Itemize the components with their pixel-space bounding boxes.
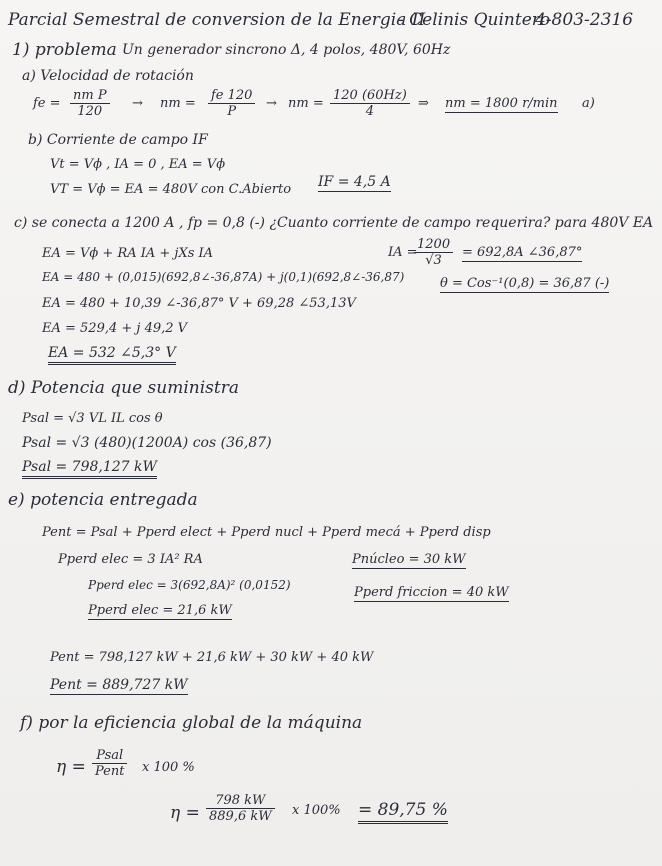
part-b-label: b) Corriente de campo IF — [28, 132, 208, 148]
nm-denominator: P — [227, 104, 237, 119]
p-friccion-value: Pperd friccion = 40 kW — [354, 585, 509, 600]
ia-fraction — [414, 237, 453, 268]
p-elec-result — [88, 603, 232, 619]
nm-fraction — [208, 88, 255, 119]
part-a-tag: a) — [582, 96, 595, 111]
field-current-result — [318, 174, 391, 190]
eta-numerator: Psal — [92, 748, 127, 764]
part-c-line1: EA = Vϕ + RA IA + jXs IA — [42, 246, 214, 261]
theta-line — [440, 276, 609, 292]
eta-lhs: η = — [56, 757, 86, 777]
psal-result — [22, 459, 157, 475]
part-e-line4: Pent = 798,127 kW + 21,6 kW + 30 kW + 40 kW — [50, 650, 374, 665]
fe-numerator: nm P — [70, 88, 110, 104]
nm-numerator: fe 120 — [208, 88, 255, 104]
student-id: 4-803-2316 — [535, 10, 634, 30]
p-nucleo — [352, 552, 466, 568]
eta-denominator: Pent — [95, 764, 125, 779]
theta-value: θ = Cos⁻¹(0,8) = 36,87 (-) — [440, 276, 610, 291]
p-elec-result-value: Pperd elec = 21,6 kW — [88, 603, 232, 618]
ia-denominator: √3 — [425, 253, 442, 268]
part-b-line1: Vt = Vϕ , IA = 0 , EA = Vϕ — [50, 157, 226, 172]
eta2-lhs: η = — [170, 803, 200, 823]
fe-lhs: fe = — [33, 96, 61, 111]
efficiency-result — [358, 800, 448, 820]
eta-fraction — [92, 748, 127, 779]
p-friccion — [354, 585, 509, 601]
part-f-label: f) por la eficiencia global de la máquina — [20, 713, 363, 733]
ea-result-value: EA = 532 ∠5,3° V — [48, 345, 176, 365]
nm-lhs: nm = — [160, 96, 196, 111]
part-d-line2: Psal = √3 (480)(1200A) cos (36,87) — [22, 435, 272, 451]
author-name: - Celinis Quintero — [398, 10, 551, 30]
fe-fraction — [70, 88, 110, 119]
psal-result-value: Psal = 798,127 kW — [22, 459, 157, 479]
problem-heading: 1) problema — [12, 40, 117, 60]
part-e-line2: Pperd elec = 3 IA² RA — [58, 552, 203, 567]
eta-tail: x 100 % — [142, 760, 195, 775]
p-nucleo-value: Pnúcleo = 30 kW — [352, 552, 466, 567]
part-c-line3: EA = 480 + 10,39 ∠-36,87° V + 69,28 ∠53,13V — [42, 296, 356, 311]
nm2-fraction — [330, 88, 410, 119]
problem-statement: Un generador sincrono Δ, 4 polos, 480V, 60Hz — [122, 42, 451, 58]
arrow-1: → — [132, 96, 143, 111]
speed-result-value: nm = 1800 r/min — [445, 96, 558, 111]
eta2-denominator: 889,6 kW — [209, 809, 272, 824]
ia-result-value: = 692,8A ∠36,87° — [462, 245, 583, 260]
part-c-line4: EA = 529,4 + j 49,2 V — [42, 321, 188, 336]
part-e-line3: Pperd elec = 3(692,8A)² (0,0152) — [88, 578, 291, 592]
eta2-tail: x 100% — [292, 803, 341, 818]
part-d-label: d) Potencia que suministra — [8, 378, 239, 398]
part-e-label: e) potencia entregada — [8, 490, 198, 510]
ia-lhs: IA = — [388, 245, 418, 260]
arrow-3: ⇒ — [418, 96, 429, 111]
nm2-denominator: 4 — [365, 104, 375, 119]
exam-title: Parcial Semestral de conversion de la Energia II — [8, 10, 426, 30]
part-b-line2: VT = Vϕ = EA = 480V con C.Abierto — [50, 182, 292, 197]
ea-result — [48, 345, 176, 361]
ia-result — [462, 245, 582, 261]
part-c-line2: EA = 480 + (0,015)(692,8∠-36,87A) + j(0,1)(692,8∠-36,87) — [42, 270, 405, 284]
field-current-value: IF = 4,5 A — [318, 174, 391, 190]
efficiency-result-value: = 89,75 % — [358, 800, 448, 824]
pent-result — [50, 677, 188, 693]
arrow-2: → — [266, 96, 277, 111]
part-a-label: a) Velocidad de rotación — [22, 68, 194, 84]
speed-result — [445, 96, 558, 112]
nm2-numerator: 120 (60Hz) — [330, 88, 410, 104]
pent-result-value: Pent = 889,727 kW — [50, 677, 188, 693]
part-e-line1: Pent = Psal + Pperd elect + Pperd nucl + Pperd mecá + Pperd disp — [42, 525, 491, 540]
ia-numerator: 1200 — [414, 237, 453, 253]
part-c-label: c) se conecta a 1200 A , fp = 0,8 (-) ¿Cuanto corriente de campo requerira? para 480V EA — [14, 215, 654, 231]
part-d-line1: Psal = √3 VL IL cos θ — [22, 411, 163, 426]
fe-denominator: 120 — [77, 104, 103, 119]
nm2-lhs: nm = — [288, 96, 324, 111]
eta2-numerator: 798 kW — [206, 793, 275, 809]
eta2-fraction — [206, 793, 275, 824]
